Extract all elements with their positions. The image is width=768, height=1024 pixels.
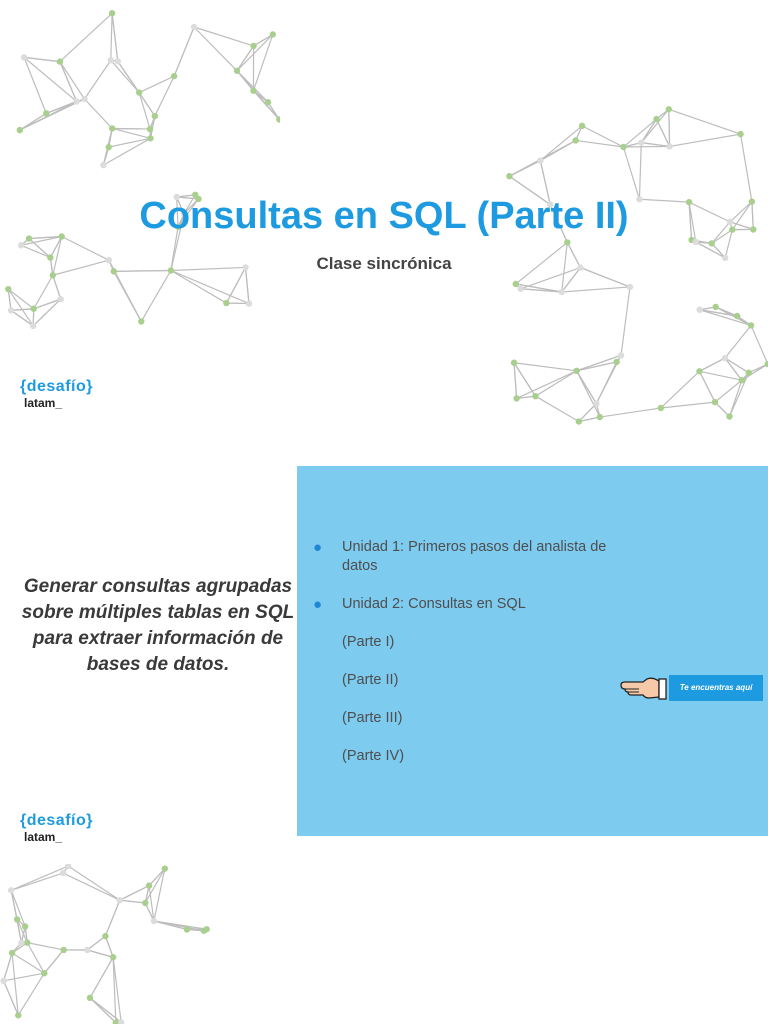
- network-node: [147, 126, 153, 132]
- network-node: [511, 360, 517, 366]
- slide-subtitle: Clase sincrónica: [316, 254, 452, 273]
- network-decoration-bottom-left: [0, 864, 210, 1024]
- network-node: [737, 131, 743, 137]
- logo-brand: {desafío}: [20, 812, 93, 829]
- network-node: [666, 143, 672, 149]
- network-node: [60, 947, 66, 953]
- network-node: [138, 318, 144, 324]
- network-edge: [118, 61, 139, 92]
- network-edge: [656, 119, 669, 146]
- network-node: [151, 918, 157, 924]
- network-node: [265, 99, 271, 105]
- network-edge: [114, 271, 142, 321]
- network-node: [136, 89, 142, 95]
- desafio-latam-logo: [20, 812, 130, 844]
- network-edge: [639, 143, 641, 200]
- network-edge: [661, 402, 715, 408]
- network-edge: [87, 950, 113, 957]
- network-edge: [670, 134, 741, 146]
- network-edge: [253, 34, 272, 90]
- network-node: [613, 359, 619, 365]
- network-edge: [20, 113, 46, 130]
- network-edge: [84, 60, 110, 99]
- network-node: [84, 947, 90, 953]
- network-edge: [4, 973, 45, 981]
- network-edge: [11, 310, 33, 325]
- network-edge: [111, 13, 112, 60]
- network-node: [270, 31, 276, 37]
- network-node: [726, 413, 732, 419]
- part-item-current: (Parte II): [342, 672, 399, 688]
- network-edge: [141, 270, 171, 321]
- network-node: [142, 900, 148, 906]
- network-node: [152, 113, 158, 119]
- network-node: [31, 306, 37, 312]
- network-edge: [90, 957, 113, 998]
- network-node: [739, 377, 745, 383]
- network-node: [638, 139, 644, 145]
- network-node: [8, 887, 14, 893]
- network-edge: [105, 900, 119, 936]
- network-decoration-top-left: [0, 0, 280, 330]
- network-node: [712, 399, 718, 405]
- part-item: (Parte I): [342, 634, 395, 650]
- network-edge: [237, 71, 268, 102]
- unit-1-label: Unidad 1: Primeros pasos del analista de datos: [342, 539, 607, 574]
- network-edge: [12, 953, 44, 973]
- network-edge: [4, 953, 12, 981]
- network-node: [147, 135, 153, 141]
- network-node: [748, 322, 754, 328]
- network-edge: [112, 128, 150, 138]
- network-edge: [11, 866, 68, 890]
- network-edge: [112, 13, 118, 61]
- network-node: [115, 58, 121, 64]
- network-node: [234, 68, 240, 74]
- network-edge: [171, 270, 249, 303]
- network-edge: [84, 99, 112, 128]
- network-node: [579, 123, 585, 129]
- pointing-hand-icon: [619, 673, 669, 703]
- network-node: [696, 368, 702, 374]
- network-node: [223, 300, 229, 306]
- you-are-here-badge: Te encuentras aquí: [669, 675, 763, 701]
- network-node: [246, 300, 252, 306]
- part-item: (Parte III): [342, 710, 403, 726]
- network-edge: [139, 76, 174, 92]
- network-edge: [139, 93, 155, 117]
- network-node: [171, 73, 177, 79]
- network-node: [513, 281, 519, 287]
- network-edge: [600, 408, 661, 417]
- network-node: [81, 96, 87, 102]
- network-edge: [751, 325, 768, 364]
- network-node: [117, 897, 123, 903]
- network-edge: [63, 873, 120, 900]
- network-node: [110, 954, 116, 960]
- network-node: [109, 10, 115, 16]
- network-edge: [509, 161, 540, 177]
- network-node: [9, 950, 15, 956]
- network-edge: [60, 62, 77, 102]
- network-node: [593, 400, 599, 406]
- title-slide: [0, 0, 768, 432]
- network-edge: [60, 13, 112, 61]
- network-node: [162, 865, 168, 871]
- unit-2-label: Unidad 2: Consultas en SQL: [342, 596, 526, 612]
- network-node: [572, 137, 578, 143]
- logo-brand: {desafío}: [20, 378, 93, 395]
- network-node: [573, 368, 579, 374]
- network-edge: [87, 936, 105, 950]
- network-node: [109, 125, 115, 131]
- network-node: [24, 939, 30, 945]
- network-edge: [90, 998, 121, 1022]
- network-edge: [120, 886, 149, 901]
- network-node: [537, 157, 543, 163]
- next-slide-partial: [0, 864, 768, 1024]
- network-edge: [8, 289, 33, 309]
- network-edge: [12, 953, 18, 1015]
- network-edge: [725, 325, 751, 358]
- network-node: [5, 286, 11, 292]
- network-edge: [237, 34, 273, 70]
- network-node: [696, 307, 702, 313]
- slide-title: Consultas en SQL (Parte II): [139, 195, 629, 237]
- network-node: [18, 242, 24, 248]
- network-edge: [103, 138, 150, 165]
- network-node: [21, 54, 27, 60]
- network-edge: [68, 866, 120, 900]
- network-node: [517, 286, 523, 292]
- network-edge: [60, 62, 85, 99]
- network-edge: [623, 146, 669, 147]
- network-node: [184, 926, 190, 932]
- network-node: [0, 978, 6, 984]
- network-edge: [27, 943, 44, 974]
- network-node: [709, 240, 715, 246]
- network-edge: [253, 91, 279, 120]
- network-edge: [535, 396, 578, 421]
- bullet-icon: ●: [313, 539, 323, 556]
- network-node: [108, 57, 114, 63]
- network-edge: [641, 143, 669, 147]
- network-edge: [53, 275, 61, 299]
- network-node: [722, 355, 728, 361]
- list-item: [311, 538, 621, 576]
- learning-objective: Generar consultas agrupadas sobre múltiples tablas en SQL para extraer información de bases de datos.: [21, 576, 295, 675]
- network-node: [146, 882, 152, 888]
- network-edge: [34, 275, 53, 308]
- course-map-slide: [0, 432, 768, 864]
- network-node: [14, 916, 20, 922]
- network-edge: [120, 900, 145, 903]
- network-node: [620, 144, 626, 150]
- network-edge: [577, 371, 597, 404]
- network-node: [693, 239, 699, 245]
- network-node: [15, 1012, 21, 1018]
- network-node: [564, 239, 570, 245]
- network-node: [60, 870, 66, 876]
- network-node: [22, 923, 28, 929]
- network-node: [666, 106, 672, 112]
- network-edge: [18, 973, 44, 1015]
- network-edge: [514, 363, 577, 371]
- network-edge: [171, 270, 226, 303]
- network-node: [87, 995, 93, 1001]
- network-node: [513, 395, 519, 401]
- network-edge: [621, 287, 630, 355]
- network-edge: [154, 869, 165, 921]
- network-node: [734, 313, 740, 319]
- network-edge: [641, 109, 669, 142]
- network-edge: [741, 134, 752, 201]
- network-node: [8, 307, 14, 313]
- network-node: [18, 940, 24, 946]
- network-edge: [562, 287, 630, 292]
- network-node: [57, 58, 63, 64]
- network-edge: [517, 371, 577, 399]
- network-edge: [725, 358, 749, 373]
- network-edge: [623, 147, 639, 199]
- network-node: [57, 296, 63, 302]
- network-node: [250, 43, 256, 49]
- network-edge: [226, 303, 249, 304]
- network-edge: [540, 140, 575, 160]
- network-node: [627, 284, 633, 290]
- network-node: [532, 393, 538, 399]
- bullet-icon: ●: [313, 596, 323, 613]
- network-node: [597, 414, 603, 420]
- network-node: [100, 162, 106, 168]
- network-edge: [699, 358, 725, 371]
- network-node: [618, 352, 624, 358]
- logo-sub: latam_: [24, 396, 63, 410]
- network-node: [559, 289, 565, 295]
- network-edge: [24, 57, 77, 101]
- network-node: [203, 926, 209, 932]
- network-edge: [27, 943, 63, 950]
- units-list: [311, 538, 621, 766]
- network-node: [73, 98, 79, 104]
- network-edge: [109, 138, 151, 147]
- network-edge: [596, 362, 616, 404]
- network-node: [746, 370, 752, 376]
- network-node: [43, 110, 49, 116]
- network-node: [658, 405, 664, 411]
- network-node: [653, 116, 659, 122]
- list-item: [311, 595, 621, 614]
- part-item: (Parte IV): [342, 748, 405, 764]
- network-node: [713, 304, 719, 310]
- network-edge: [514, 363, 535, 396]
- network-edge: [44, 950, 63, 973]
- units-panel: [297, 466, 768, 836]
- network-edge: [24, 57, 60, 61]
- network-node: [576, 418, 582, 424]
- network-edge: [661, 371, 700, 408]
- network-edge: [669, 109, 741, 134]
- network-edge: [111, 60, 139, 92]
- you-are-here-marker: [619, 673, 767, 703]
- desafio-latam-logo: [20, 378, 130, 410]
- network-node: [41, 970, 47, 976]
- network-edge: [139, 93, 150, 130]
- logo-sub: latam_: [24, 830, 63, 844]
- network-edge: [535, 371, 576, 396]
- network-edge: [514, 363, 517, 399]
- network-node: [191, 24, 197, 30]
- network-edge: [174, 27, 194, 76]
- network-node: [106, 144, 112, 150]
- network-edge: [669, 109, 670, 146]
- network-edge: [105, 936, 113, 957]
- network-node: [30, 323, 36, 329]
- network-edge: [237, 46, 254, 71]
- network-node: [102, 933, 108, 939]
- network-node: [17, 127, 23, 133]
- network-edge: [11, 309, 34, 311]
- network-edge: [112, 128, 150, 129]
- network-edge: [699, 371, 715, 402]
- network-edge: [11, 873, 63, 890]
- network-edge: [155, 76, 174, 116]
- network-node: [250, 88, 256, 94]
- network-edge: [24, 57, 46, 113]
- network-node: [506, 173, 512, 179]
